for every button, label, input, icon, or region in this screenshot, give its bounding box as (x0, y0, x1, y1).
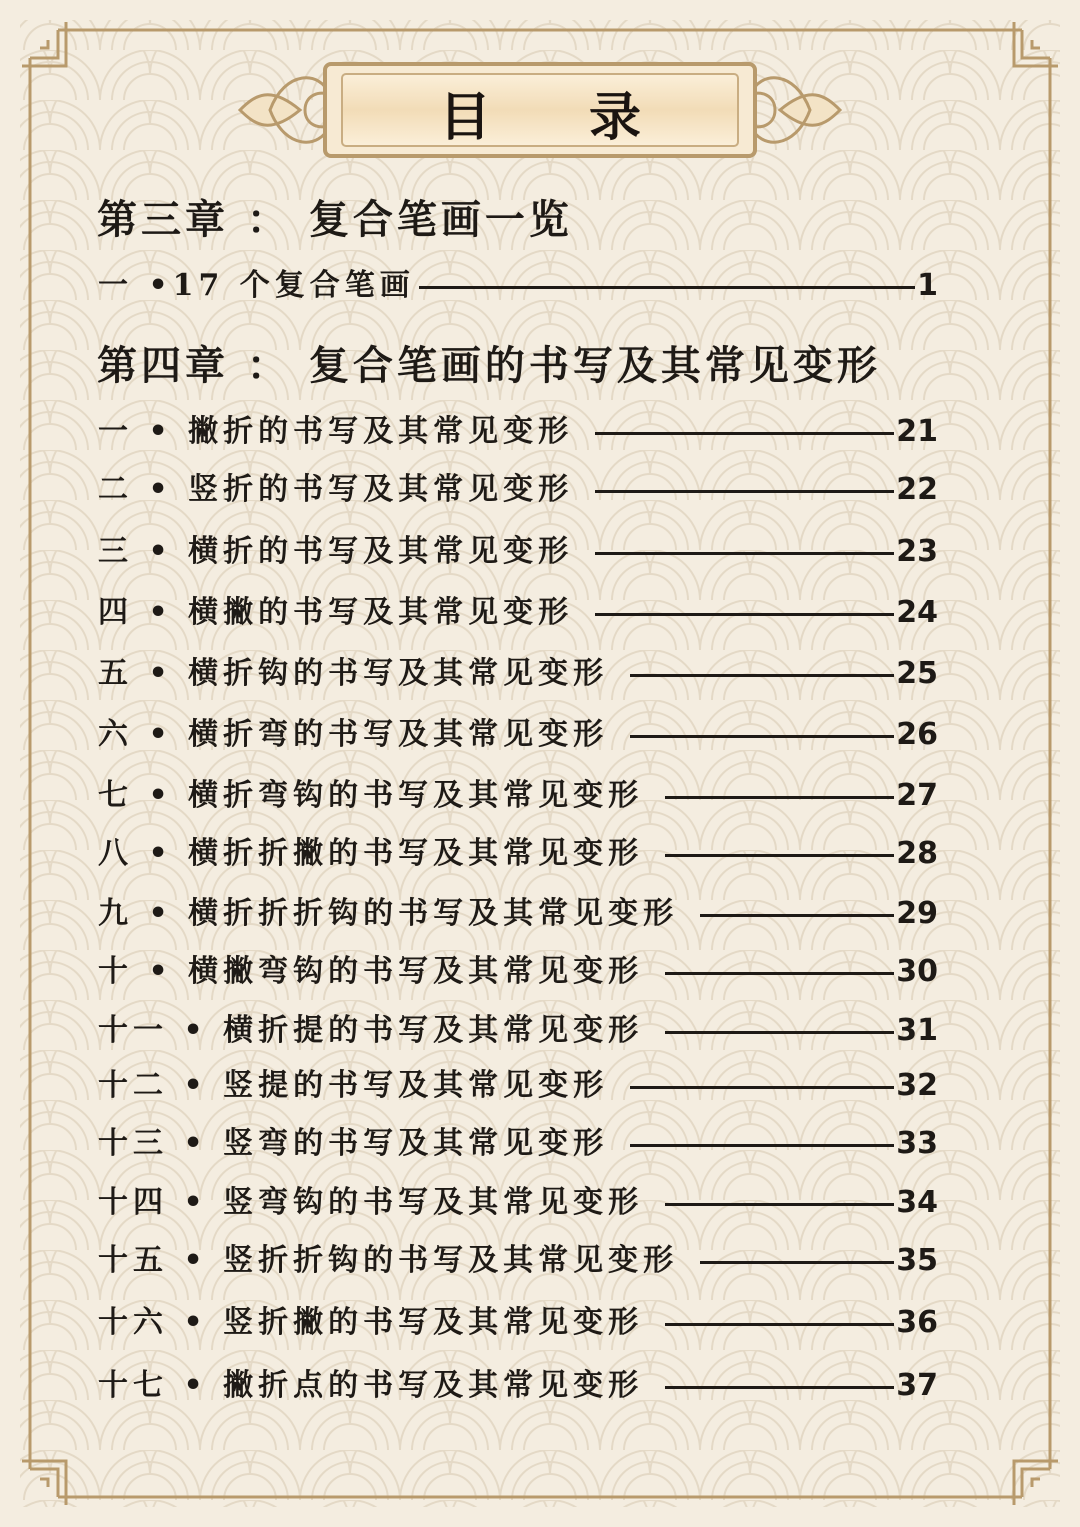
leader-line (630, 735, 894, 738)
leader-line (665, 1031, 894, 1034)
leader-line (595, 432, 894, 435)
toc-entry-label: 五 • 横折钩的书写及其常见变形 (98, 656, 609, 691)
leader-line (595, 613, 894, 616)
leader-line (665, 854, 894, 857)
chapter-heading: 第三章 ： 复合笔画一览 (97, 196, 573, 243)
leader-line (630, 1086, 894, 1089)
toc-entry-page: 21 (896, 414, 938, 449)
toc-entry[interactable] (98, 532, 938, 572)
toc-entry-label: 七 • 横折弯钩的书写及其常见变形 (98, 778, 644, 813)
toc-entry-label: 十二 • 竖提的书写及其常见变形 (98, 1068, 609, 1103)
toc-entry[interactable] (98, 1303, 938, 1343)
toc-entry[interactable] (98, 952, 938, 992)
toc-entry[interactable] (98, 1366, 938, 1406)
toc-entry-label: 十五 • 竖折折钩的书写及其常见变形 (98, 1243, 679, 1278)
toc-entry[interactable] (98, 470, 938, 510)
toc-entry-page: 35 (896, 1243, 938, 1278)
toc-entry-label: 一 •17 个复合笔画 (98, 268, 415, 303)
toc-entry-label: 一 • 撇折的书写及其常见变形 (98, 414, 574, 449)
toc-entry[interactable] (98, 1241, 938, 1281)
toc-entry-label: 十六 • 竖折撇的书写及其常见变形 (98, 1305, 644, 1340)
toc-entry-label: 十一 • 横折提的书写及其常见变形 (98, 1013, 644, 1048)
toc-entry-label: 二 • 竖折的书写及其常见变形 (98, 472, 574, 507)
leader-line (700, 914, 894, 917)
toc-entry-label: 四 • 横撇的书写及其常见变形 (98, 595, 574, 630)
page-title: 目 录 (438, 86, 682, 148)
toc-entry[interactable] (98, 776, 938, 816)
toc-entry-page: 25 (896, 656, 938, 691)
toc-entry[interactable] (98, 1124, 938, 1164)
toc-entry[interactable] (98, 266, 938, 306)
toc-entry-label: 十 • 横撇弯钩的书写及其常见变形 (98, 954, 644, 989)
leader-line (665, 796, 894, 799)
toc-entry[interactable] (98, 1066, 938, 1106)
toc-entry-page: 28 (896, 836, 938, 871)
toc-entry[interactable] (98, 894, 938, 934)
toc-entry[interactable] (98, 654, 938, 694)
leader-line (665, 1323, 894, 1326)
leader-line (665, 1386, 894, 1389)
leader-line (665, 972, 894, 975)
toc-entry-page: 32 (896, 1068, 938, 1103)
toc-entry[interactable] (98, 715, 938, 755)
toc-entry-label: 十三 • 竖弯的书写及其常见变形 (98, 1126, 609, 1161)
toc-entry-label: 十四 • 竖弯钩的书写及其常见变形 (98, 1185, 644, 1220)
toc-entry-page: 29 (896, 896, 938, 931)
toc-entry-page: 34 (896, 1185, 938, 1220)
toc-entry[interactable] (98, 593, 938, 633)
leader-line (700, 1261, 894, 1264)
leader-line (665, 1203, 894, 1206)
toc-entry-page: 27 (896, 778, 938, 813)
toc-entry[interactable] (98, 1183, 938, 1223)
leader-line (630, 1144, 894, 1147)
toc-entry-page: 1 (917, 268, 938, 303)
toc-entry-page: 24 (896, 595, 938, 630)
toc-entry-page: 23 (896, 534, 938, 569)
leader-line (630, 674, 894, 677)
toc-entry-label: 十七 • 撇折点的书写及其常见变形 (98, 1368, 644, 1403)
toc-entry-label: 六 • 横折弯的书写及其常见变形 (98, 717, 609, 752)
toc-entry[interactable] (98, 1011, 938, 1051)
chapter-heading: 第四章 ： 复合笔画的书写及其常见变形 (97, 342, 881, 389)
toc-entry-page: 33 (896, 1126, 938, 1161)
toc-entry-page: 30 (896, 954, 938, 989)
toc-entry[interactable] (98, 834, 938, 874)
toc-entry-page: 37 (896, 1368, 938, 1403)
leader-line (595, 552, 894, 555)
toc-entry-page: 31 (896, 1013, 938, 1048)
toc-entry-page: 36 (896, 1305, 938, 1340)
toc-entry-label: 八 • 横折折撇的书写及其常见变形 (98, 836, 644, 871)
toc-entry-label: 三 • 横折的书写及其常见变形 (98, 534, 574, 569)
leader-line (419, 286, 915, 289)
leader-line (595, 490, 894, 493)
toc-entry-page: 22 (896, 472, 938, 507)
toc-entry-label: 九 • 横折折折钩的书写及其常见变形 (98, 896, 679, 931)
toc-entry-page: 26 (896, 717, 938, 752)
toc-entry[interactable] (98, 412, 938, 452)
